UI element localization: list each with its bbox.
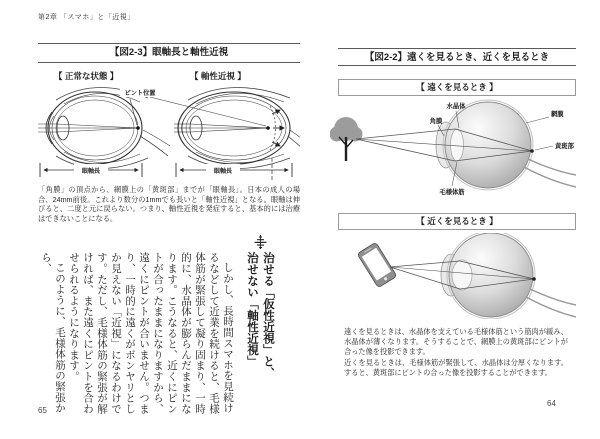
light-rays: [38, 124, 138, 132]
left-page: [38, 14, 300, 417]
right-page: [330, 48, 576, 378]
section-body: [38, 237, 234, 417]
far-panel-label: 【 遠くを見るとき 】: [338, 79, 576, 96]
focus-point-dot: [266, 126, 270, 130]
macula-focus-dot: [532, 277, 536, 281]
axial-myopia-label: 【 軸性近視 】: [190, 71, 246, 81]
thick-lens: [452, 260, 472, 290]
heading-line-2: 治せない「軸性近視」: [246, 251, 258, 367]
figure-2-2-caption: [344, 327, 568, 378]
macula-label: 黄斑部: [555, 143, 574, 150]
body-paragraph-2: このように、毛様体筋の緊張から、: [40, 251, 65, 414]
looking-far-diagram: [330, 99, 576, 207]
page-number-right: 64: [547, 399, 556, 408]
cornea-label: 角膜: [429, 118, 443, 125]
smartphone-icon: [357, 242, 397, 288]
looking-near-diagram: [330, 233, 576, 319]
eye-axial-length-diagram: [38, 84, 300, 180]
axial-length-label-normal: 眼軸長: [81, 169, 101, 175]
normal-state-label: 【 正常な状態 】: [54, 71, 119, 81]
eye-3d-near: [441, 233, 576, 319]
heading-line-1: 治せる「仮性近視」と、: [262, 251, 274, 379]
retina-label: 網膜: [551, 111, 564, 118]
figure-2-3-title: 【図2-3】眼軸長と軸性近視: [38, 43, 300, 63]
caption-paragraph-1: 遠くを見るときは、水晶体を支えている毛様体筋という筋肉が緩み、水晶体が薄くなります。そうすることで、網膜上の黄斑部にピントが合った像を投影できます。: [344, 327, 568, 357]
axial-length-label-myopia: 眼軸長: [213, 169, 233, 175]
ciliary-muscle-label: 毛様体筋: [439, 189, 465, 196]
macula-focus-dot: [530, 149, 534, 153]
focus-position-label: ピント位置: [124, 90, 156, 97]
thin-lens: [451, 129, 464, 161]
figure-2-3-caption: 「角膜」の頂点から、網膜上の「黄斑部」までが「眼軸長」。日本の成人の場合、24mm前後。これより数分の1mmでも長いと「軸性近視」となる。眼軸は伸びると、二度と元に戻らない。つまり、軸性近視を発症すると、基本的には治療はできないことになる。: [38, 185, 300, 224]
figure-2-3-sublabels: [38, 70, 300, 81]
focus-leader-left: [130, 99, 137, 125]
focus-point-dot: [136, 126, 140, 130]
body-paragraph-1: しかし、長時間スマホを見続けるなどして近業を続けると、毛様体筋が緊張して凝り固まり、一時的に、水晶体が膨らんだままになります。こうなると、近くにピントが合ったままになりますから、遠くにピントが合いません。つまり、一時的に遠くがボンヤリとしか見えない「近視」になるわけです。ただし、毛様体筋の緊張が解ければ、また遠くにピントを合わせられるようになります。: [68, 251, 233, 414]
section-heading: [244, 237, 276, 417]
running-head: 第2章 「スマホ」と「近視」: [38, 14, 135, 21]
figure-2-2-title: 【図2-2】遠くを見るとき、近くを見るとき: [338, 48, 576, 66]
ornament-icon: [254, 235, 267, 249]
myopic-eye-diagram: [174, 87, 300, 180]
page-number-left: 65: [38, 406, 47, 415]
near-panel-label: 【 近くを見るとき 】: [338, 213, 576, 230]
normal-eye-diagram: [38, 87, 170, 177]
light-rays: [174, 124, 268, 132]
body-text-vertical: [38, 237, 276, 417]
caption-paragraph-2: 近くを見るときは、毛様体筋が緊張して、水晶体は分厚くなります。すると、黄斑部にピントの合った像を投影することができます。: [344, 357, 568, 377]
lens-label: 水晶体: [446, 103, 466, 110]
